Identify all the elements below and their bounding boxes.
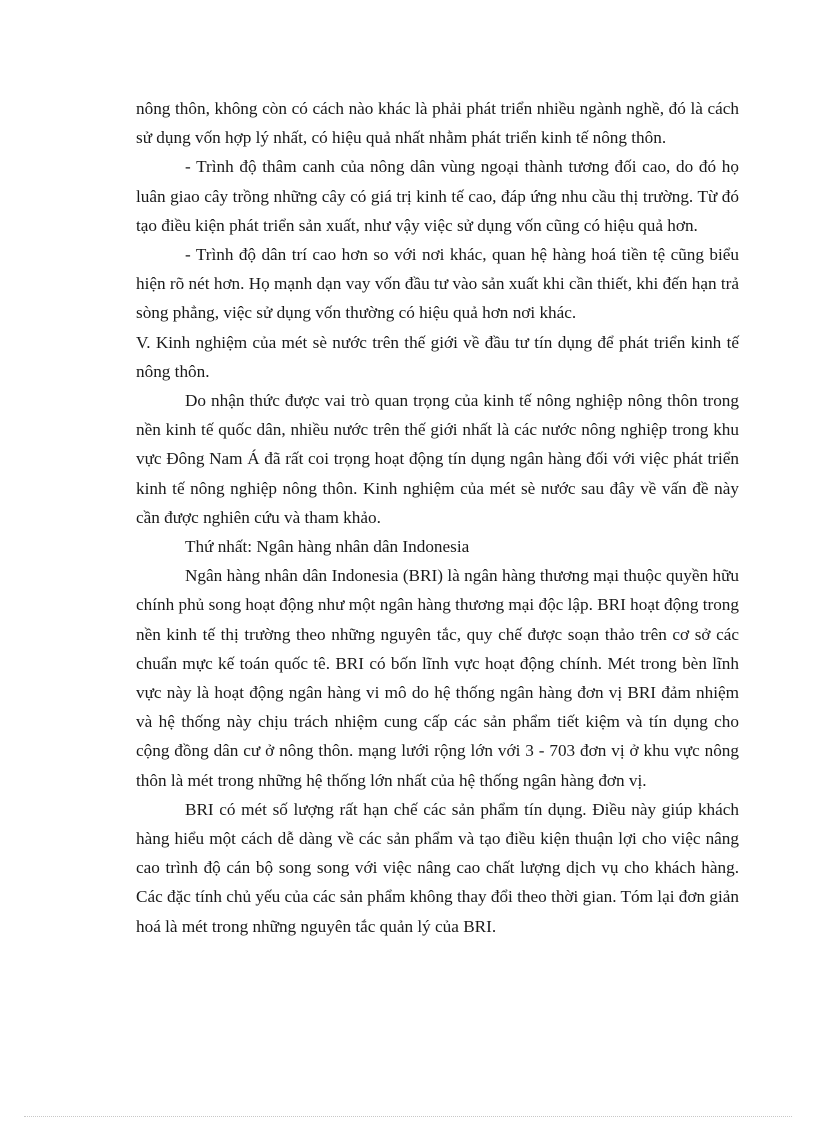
document-body [136,94,739,941]
paragraph-education-level: - Trình độ dân trí cao hơn so với nơi khác, quan hệ hàng hoá tiền tệ cũng biểu hiện rõ nét hơn. Họ mạnh dạn vay vốn đầu tư vào sản xuất khi cần thiết, khi đến hạn trả sòng phẳng, việc sử dụng vốn thường có hiệu quả hơn nơi khác. [136,245,739,323]
paragraph-bri-products: BRI có mét số lượng rất hạn chế các sản phẩm tín dụng. Điều này giúp khách hàng hiểu một cách dễ dàng về các sản phẩm và tạo điều kiện thuận lợi cho việc nâng cao trình độ cán bộ song song với việc nâng cao chất lượng dịch vụ cho khách hàng. Các đặc tính chủ yếu của các sản phẩm không thay đổi theo thời gian. Tóm lại đơn giản hoá là mét trong những nguyên tắc quản lý của BRI. [136,799,739,936]
page-bottom-divider [24,1116,792,1117]
paragraph-continuation: nông thôn, không còn có cách nào khác là phải phát triển nhiều ngành nghề, đó là cách sử dụng vốn hợp lý nhất, có hiệu quả nhất nhằm phát triển kinh tế nông thôn. [136,99,739,148]
paragraph-bri-overview: Ngân hàng nhân dân Indonesia (BRI) là ngân hàng thương mại thuộc quyền hữu chính phủ song hoạt động như một ngân hàng thương mại độc lập. BRI hoạt động trong nền kinh tế thị trường theo những nguyên tắc, quy chế được soạn thảo trên cơ sở các chuẩn mực kế toán quốc tê. BRI có bốn lĩnh vực hoạt động chính. Mét trong bèn lĩnh vực này là hoạt động ngân hàng vi mô do hệ thống ngân hàng đơn vị BRI đảm nhiệm và hệ thống này chịu trách nhiệm cung cấp các sản phẩm tiết kiệm và tín dụng cho cộng đồng dân cư ở nông thôn. mạng lưới rộng lớn với 3 - 703 đơn vị ở khu vực nông thôn là mét trong những hệ thống lớn nhất của hệ thống ngân hàng đơn vị. [136,566,739,790]
paragraph-intensive-farming: - Trình độ thâm canh của nông dân vùng ngoại thành tương đối cao, do đó họ luân giao cây trồng những cây có giá trị kinh tế cao, đáp ứng nhu cầu thị trường. Từ đó tạo điều kiện phát triển sản xuất, như vậy việc sử dụng vốn cũng có hiệu quả hơn. [136,157,739,235]
subheading-indonesia: Thứ nhất: Ngân hàng nhân dân Indonesia [185,537,470,557]
section-heading: V. Kinh nghiệm của mét sè nước trên thế giới về đầu tư tín dụng để phát triển kinh tế nông thôn. [136,332,739,381]
paragraph-intro: Do nhận thức được vai trò quan trọng của kinh tế nông nghiệp nông thôn trong nền kinh tế quốc dân, nhiều nước trên thế giới nhất là các nước nông nghiệp trong khu vực Đông Nam Á đã rất coi trọng hoạt động tín dụng ngân hàng đối với việc phát triển kinh tế nông nghiệp nông thôn. Kinh nghiệm của mét sè nước sau đây về vấn đề này cần được nghiên cứu và tham khảo. [136,391,739,527]
